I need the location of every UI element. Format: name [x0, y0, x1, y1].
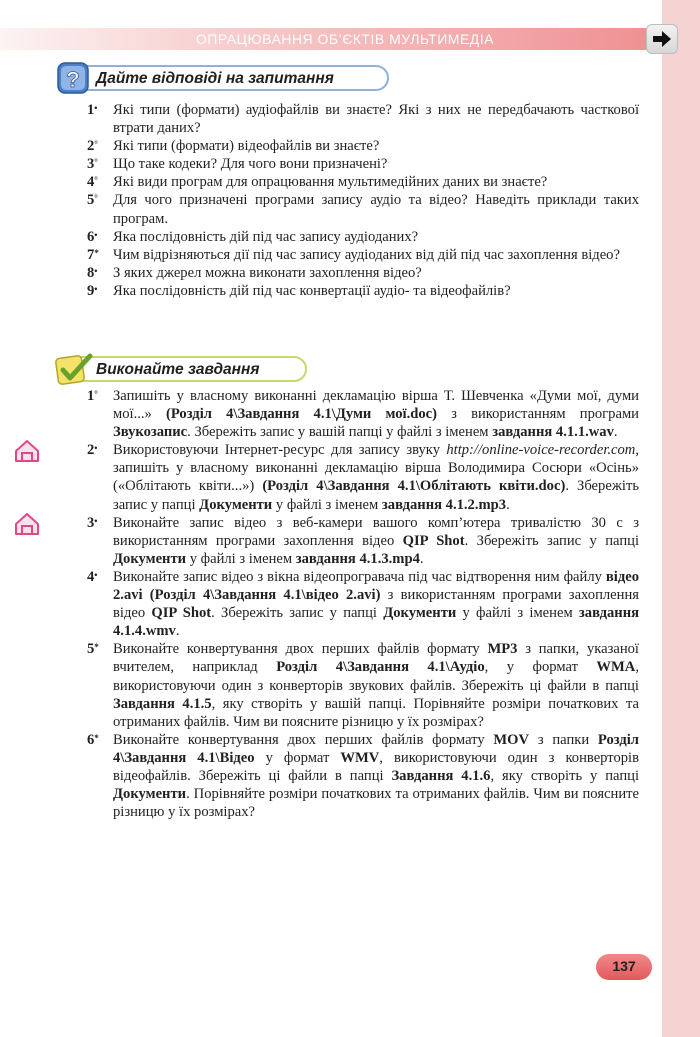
question-item — [87, 264, 639, 282]
task-text-run: . Збережіть запис у папці — [113, 478, 639, 513]
task-text — [113, 641, 639, 729]
item-number — [87, 441, 97, 459]
task-text-run: Виконайте конвертування двох перших файлів формату — [113, 641, 488, 658]
task-text-bold: завдання 4.1.1.wav — [492, 424, 614, 441]
item-number — [87, 264, 97, 282]
item-number-digit: 4 — [87, 174, 95, 191]
task-text-run: Використовуючи Інтернет-ресурс для запису звуку — [113, 442, 447, 459]
item-number-digit: 4 — [87, 568, 95, 585]
task-text-run: , яку створіть у вашій папці. Порівняйте розміри початкових та отриманих файлів. Чим ви поясните різницю у їх розмірах? — [113, 695, 640, 730]
item-number — [87, 155, 98, 173]
task-text-bold: Розділ 4\Завдання 4.1\Аудіо — [276, 659, 485, 676]
question-item — [87, 155, 639, 173]
difficulty-mark: ° — [94, 175, 98, 186]
svg-text:?: ? — [66, 67, 80, 92]
task-text — [113, 569, 639, 639]
task-text-run: , запишіть у власному виконанні декламацію вірша Володимира Сосюри «Осінь» («Облітають квіти...») — [113, 442, 639, 495]
checkmark-icon — [54, 351, 94, 387]
task-text-run: з використанням програми захоплення відео — [113, 587, 639, 622]
task-text-bold: QIP Shot — [402, 532, 465, 549]
question-text: Що таке кодеки? Для чого вони призначені? — [113, 156, 388, 173]
task-text-bold: MOV — [493, 731, 530, 748]
questions-list — [87, 101, 639, 300]
item-number-digit: 5 — [87, 641, 95, 658]
item-number-digit: 3 — [87, 156, 95, 173]
difficulty-mark: ° — [94, 139, 98, 150]
question-text: Яка послідовність дій під час запису аудіоданих? — [113, 228, 419, 245]
item-number-digit: 9 — [87, 282, 95, 299]
task-text-run: з папки — [529, 731, 598, 748]
task-text-run: , яку створіть у папці — [490, 767, 640, 784]
task-text-bold: (Розділ 4\Завдання 4.1\Облітають квіти.doc) — [262, 478, 566, 495]
item-number-digit: 6 — [87, 731, 95, 748]
task-text-bold: Документи — [383, 605, 457, 622]
task-text-bold: завдання 4.1.3.mp4 — [295, 550, 420, 567]
item-number-digit: 8 — [87, 264, 95, 281]
task-text-bold: WMA — [596, 659, 636, 676]
difficulty-mark: • — [94, 283, 98, 294]
task-text-run: . Збережіть запис у папці — [464, 532, 640, 549]
item-number — [87, 731, 99, 749]
task-text-run: Виконайте конвертування двох перших файлів формату — [113, 731, 494, 748]
chapter-header — [0, 28, 662, 50]
task-text — [113, 732, 639, 820]
item-number — [87, 228, 97, 246]
question-item — [87, 101, 639, 137]
task-item — [87, 441, 639, 513]
task-text-run: . — [506, 496, 510, 513]
chapter-title: ОПРАЦЮВАННЯ ОБ’ЄКТІВ МУЛЬТИМЕДІА — [195, 31, 494, 47]
task-text-run: . — [175, 623, 180, 640]
task-item — [87, 640, 639, 730]
task-item — [87, 568, 639, 640]
home-task-icon — [14, 512, 40, 536]
task-text-run: у файлі з іменем — [272, 496, 382, 513]
task-text — [113, 442, 639, 512]
task-text-bold: WMV — [340, 749, 380, 766]
item-number-digit: 3 — [87, 514, 95, 531]
item-number — [87, 137, 98, 155]
question-item — [87, 246, 639, 264]
difficulty-mark: • — [94, 569, 98, 580]
item-number-digit: 6 — [87, 228, 95, 245]
difficulty-mark: ° — [94, 389, 98, 399]
item-number — [87, 387, 98, 405]
task-text-run: у файлі з іменем — [456, 605, 579, 622]
home-task-icon — [14, 439, 40, 463]
item-number — [87, 101, 97, 119]
difficulty-mark: • — [94, 443, 98, 454]
task-text-run: , використовуючи один з конверторів відеофайлів. Збережіть ці файли в папці — [113, 749, 640, 784]
task-text-bold: Звукозапис — [113, 424, 188, 441]
question-item — [87, 282, 639, 300]
item-number — [87, 568, 97, 586]
task-text-run: , використовуючи один з конверторів звукових файлів. Збережіть ці файли в папці — [113, 659, 639, 694]
item-number-digit: 2 — [87, 138, 95, 155]
item-number — [87, 173, 98, 191]
task-text-bold: QIP Shot — [151, 605, 212, 622]
task-item — [87, 387, 639, 441]
task-item — [87, 731, 639, 821]
task-item — [87, 514, 639, 568]
task-text-run: у файлі з іменем — [186, 550, 296, 567]
task-text-run: Виконайте запис відео з вікна відеопрогравача під час відтворення ним файлу — [113, 568, 606, 585]
question-text: Чим відрізняються дії під час запису аудіоданих від дій під час захоплення відео? — [113, 246, 620, 263]
task-text-run: у формат — [254, 749, 341, 766]
difficulty-mark: ° — [94, 193, 98, 204]
task-text-bold: Документи — [113, 550, 187, 567]
difficulty-mark: • — [94, 265, 98, 276]
task-text-run: , у формат — [484, 659, 597, 676]
task-text — [113, 388, 639, 440]
task-text-bold: Завдання 4.1.5 — [113, 695, 212, 712]
question-text: Які типи (формати) відеофайлів ви знаєте? — [113, 138, 380, 155]
question-item — [87, 228, 639, 246]
task-text-bold: Завдання 4.1.6 — [391, 767, 491, 784]
item-number-digit: 1 — [87, 102, 95, 118]
question-item — [87, 191, 639, 227]
task-text-run: з папки, указаної вчителем, наприклад — [113, 641, 639, 676]
difficulty-mark: * — [94, 732, 99, 743]
task-text-run: Запишіть у власному виконанні декламацію вірша Т. Шевченка «Думи мої, думи мої...» — [113, 388, 639, 423]
item-number — [87, 514, 97, 532]
question-text: Які види програм для опрацювання мультимедійних даних ви знаєте? — [113, 174, 548, 191]
difficulty-mark: ° — [94, 157, 98, 168]
task-text-run: . Порівняйте розміри початкових та отриманих файлів. Чим ви поясните різницю у їх розмірах? — [113, 786, 639, 821]
page-number: 137 — [612, 958, 636, 974]
question-item — [87, 173, 639, 191]
task-text-bold: MP3 — [487, 641, 518, 658]
task-text-run: . Збережіть запис у вашій папці у файлі з іменем — [187, 424, 493, 441]
task-text-bold: (Розділ 4\Завдання 4.1\Думи мої.doc) — [166, 406, 437, 423]
task-text-run: з використанням програми — [436, 406, 639, 423]
task-text — [113, 515, 639, 567]
item-number — [87, 191, 98, 209]
task-text-bold: Документи — [199, 496, 273, 513]
next-page-button[interactable] — [646, 24, 678, 54]
questions-title: Дайте відповіді на запитання — [96, 70, 334, 87]
question-text: Для чого призначені програми запису аудіо та відео? Наведіть приклади таких програм. — [113, 192, 639, 227]
difficulty-mark: * — [94, 642, 99, 653]
item-number-digit: 2 — [87, 442, 95, 459]
task-text-bold: завдання 4.1.2.mp3 — [381, 496, 507, 513]
question-icon — [56, 61, 90, 95]
tasks-list — [87, 387, 639, 821]
task-text-run: . Збережіть запис у папці — [211, 605, 384, 622]
item-number — [87, 282, 97, 300]
item-number — [87, 246, 99, 264]
task-text-bold: Документи — [113, 786, 187, 803]
item-number-digit: 7 — [87, 246, 95, 263]
item-number-digit: 5 — [87, 192, 95, 209]
item-number — [87, 640, 99, 658]
question-text: Яка послідовність дій під час конвертації аудіо- та відеофайлів? — [113, 282, 511, 299]
question-text: З яких джерел можна виконати захоплення відео? — [113, 264, 422, 281]
difficulty-mark: • — [94, 515, 98, 526]
tasks-title: Виконайте завдання — [96, 361, 260, 378]
task-text-run: . — [419, 550, 424, 567]
question-text: Які типи (формати) аудіофайлів ви знаєте? Які з них не передбачають часткової втрати даних? — [113, 102, 639, 137]
task-text-run: Виконайте запис відео з веб-камери вашого комп’ютера тривалістю 30 с з використанням програми захоплення відео — [113, 514, 639, 549]
task-text-run: . — [613, 424, 618, 441]
arrow-right-icon — [647, 25, 677, 53]
task-text-bold: Розділ 4\Завдання 4.1\Відео — [113, 731, 639, 766]
difficulty-mark: • — [94, 103, 98, 113]
task-text-link: http://online-voice-recorder.com — [446, 442, 636, 459]
page-edge-band — [662, 0, 700, 1037]
task-text-bold: завдання 4.1.4.wmv — [113, 605, 639, 640]
page-number-badge — [596, 954, 652, 980]
question-item — [87, 137, 639, 155]
difficulty-mark: * — [94, 247, 99, 258]
difficulty-mark: • — [94, 229, 98, 240]
item-number-digit: 1 — [87, 388, 95, 404]
task-text-bold: відео 2.avi (Розділ 4\Завдання 4.1\відео 2.avi) — [113, 568, 639, 604]
